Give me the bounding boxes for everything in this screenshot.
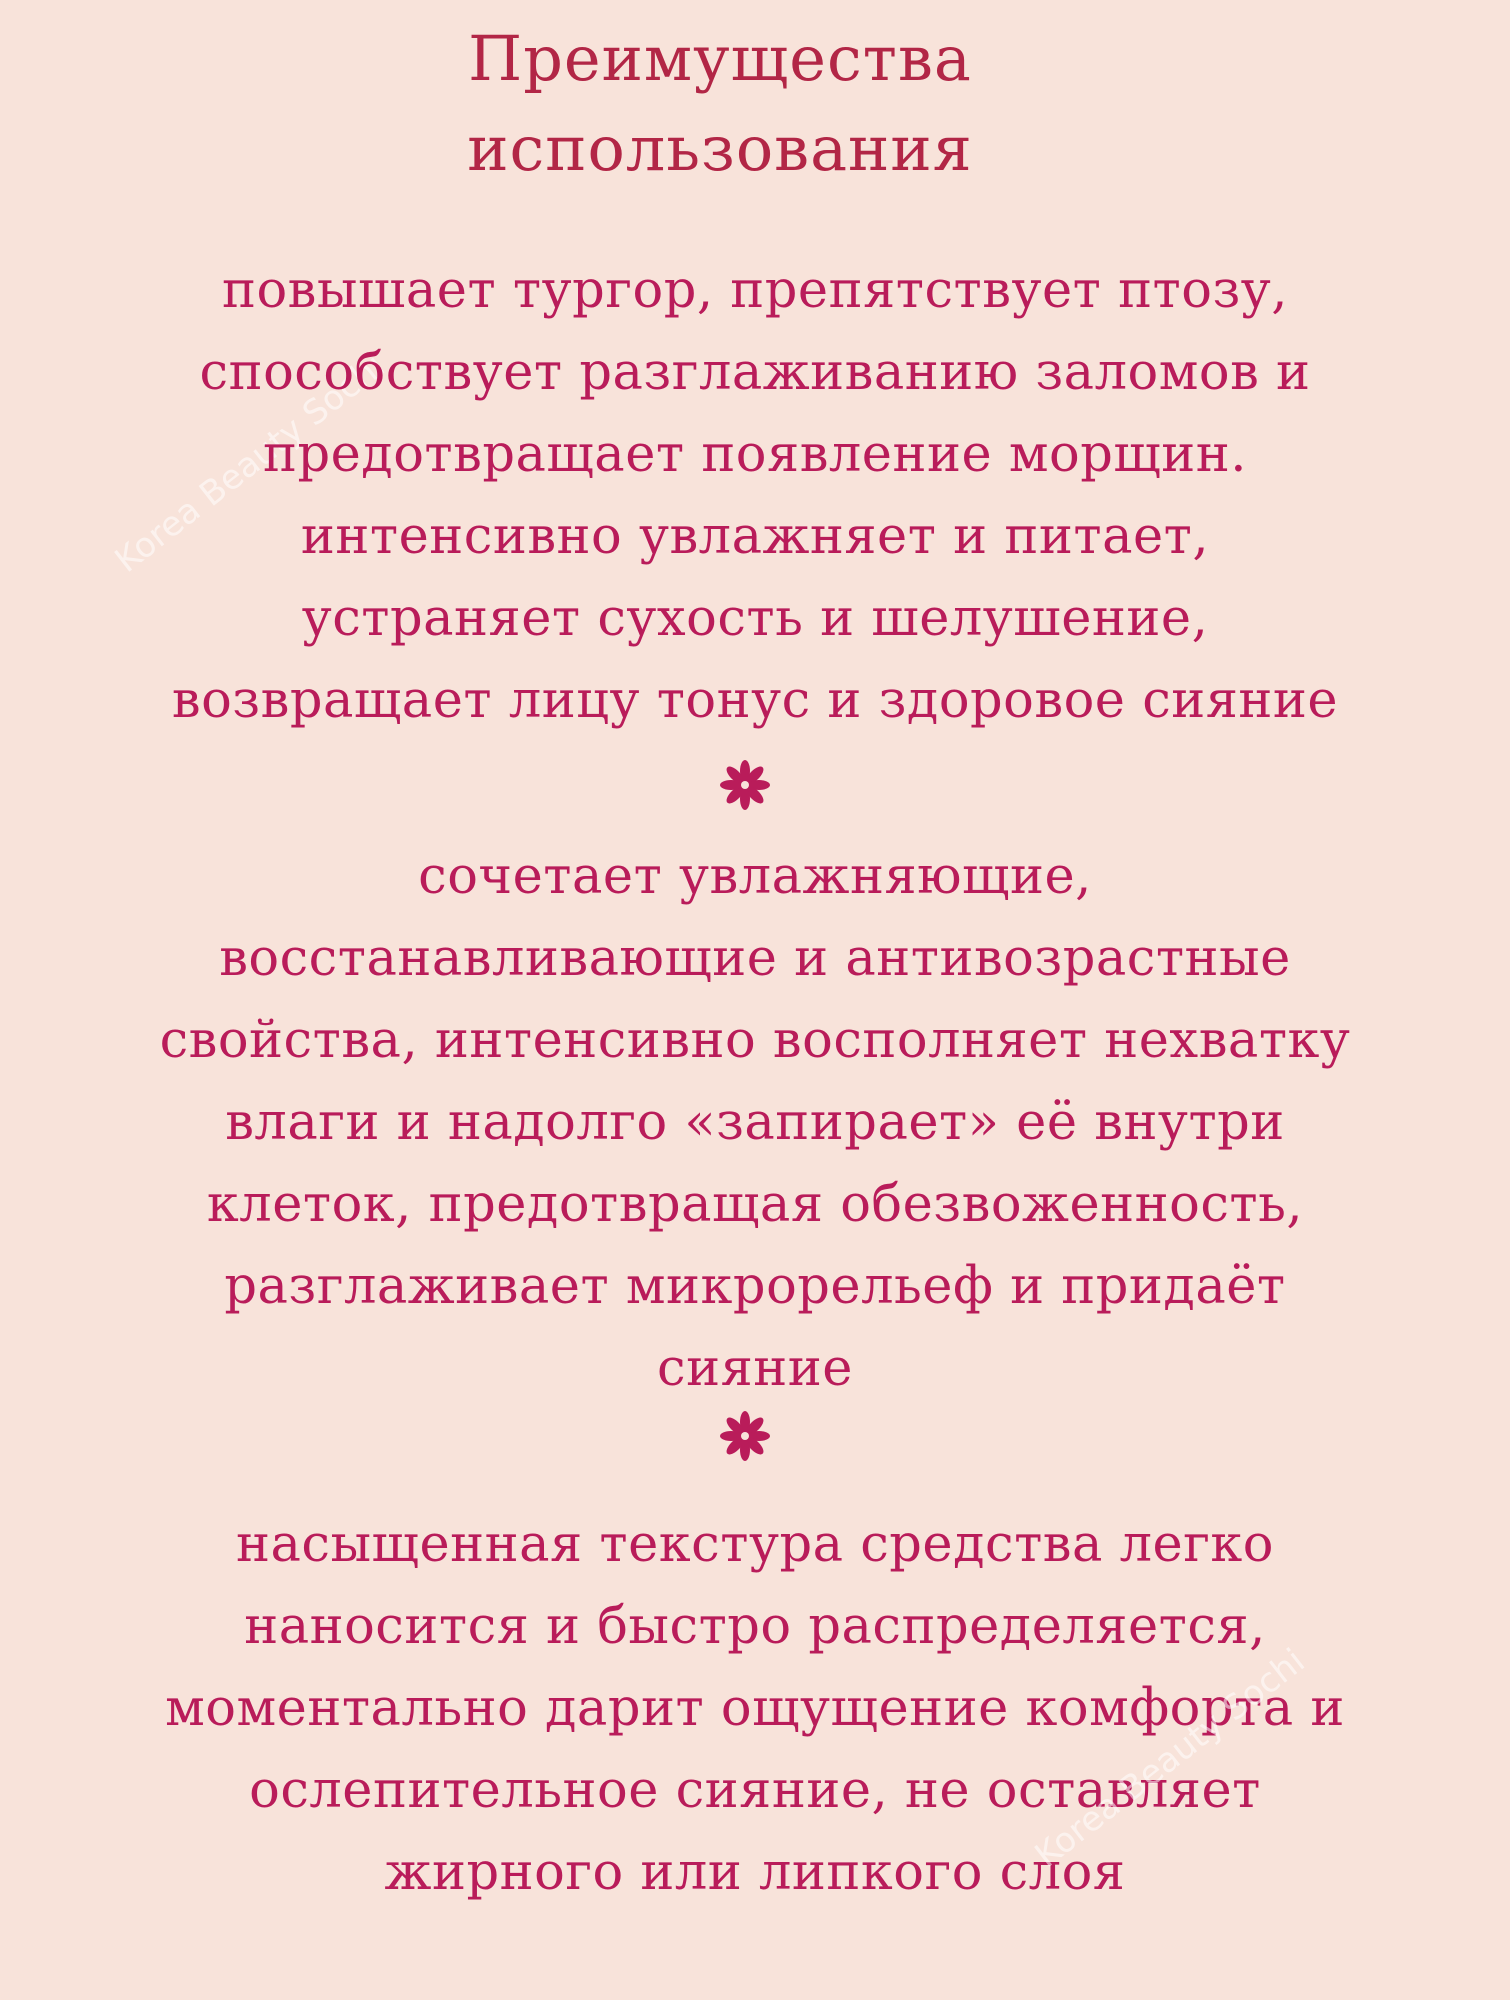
paragraph-line: моментально дарит ощущение комфорта и [165, 1679, 1345, 1738]
paragraph-line: сочетает увлажняющие, [418, 847, 1092, 906]
paragraph-line: устраняет сухость и шелушение, [301, 589, 1209, 648]
watermark: Korea Beauty Sochi [1027, 1640, 1313, 1876]
asterisk-flower-icon [715, 755, 775, 815]
paragraph-line: сияние [657, 1339, 853, 1398]
paragraph-line: клеток, предотвращая обезвоженность, [206, 1175, 1304, 1234]
paragraph-line: свойства, интенсивно восполняет нехватку [159, 1011, 1351, 1070]
paragraph-line: способствует разглаживанию заломов и [199, 343, 1311, 402]
paragraph-line: разглаживает микрорельеф и придаёт [224, 1257, 1286, 1316]
paragraph-line: восстанавливающие и антивозрастные [219, 929, 1291, 988]
paragraph-line: интенсивно увлажняет и питает, [300, 507, 1210, 566]
title-line-1: Преимущества [468, 22, 972, 95]
benefit-paragraph-3 [0, 1504, 1510, 1914]
asterisk-flower-icon [715, 1406, 775, 1466]
paragraph-line: ослепительное сияние, не оставляет [249, 1761, 1261, 1820]
paragraph-line: предотвращает появление морщин. [262, 425, 1247, 484]
paragraph-line: жирного или липкого слоя [384, 1843, 1126, 1902]
watermark: Korea Beauty Sochi [107, 345, 393, 581]
paragraph-line: насыщенная текстура средства легко [235, 1515, 1275, 1574]
benefit-paragraph-1 [0, 250, 1510, 742]
paragraph-line: повышает тургор, препятствует птозу, [221, 261, 1289, 320]
page-title [0, 14, 1440, 194]
paragraph-line: влаги и надолго «запирает» её внутри [225, 1093, 1285, 1152]
title-line-2: использования [467, 112, 973, 185]
benefit-paragraph-2 [0, 836, 1510, 1410]
paragraph-line: возвращает лицу тонус и здоровое сияние [171, 671, 1339, 730]
paragraph-line: наносится и быстро распределяется, [244, 1597, 1266, 1656]
